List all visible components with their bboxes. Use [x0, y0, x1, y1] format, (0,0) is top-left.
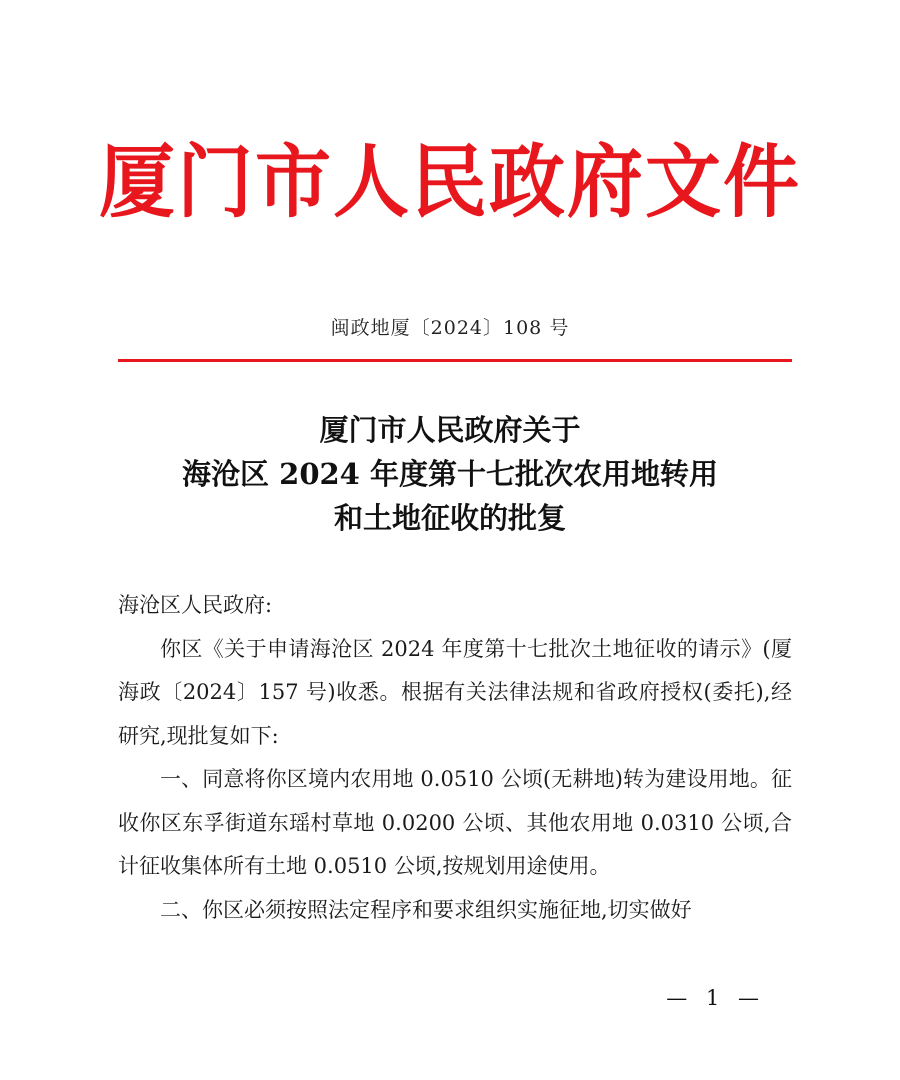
body-paragraph: 一、同意将你区境内农用地 0.0510 公顷(无耕地)转为建设用地。征收你区东孚街道东瑶村草地 0.0200 公顷、其他农用地 0.0310 公顷,合计征收集体所有土地 0.0510 公顷,按规划用途使用。: [118, 767, 792, 878]
salutation: 海沧区人民政府:: [118, 593, 273, 617]
document-number: 闽政地厦〔2024〕108 号: [330, 317, 570, 339]
document-masthead: 厦门市人民政府文件: [99, 134, 801, 229]
title-line-1: 厦门市人民政府关于: [319, 413, 581, 447]
page-number: — 1 —: [666, 986, 765, 1010]
title-line-2: 海沧区 2024 年度第十七批次农用地转用: [182, 457, 718, 491]
body-paragraph: 二、你区必须按照法定程序和要求组织实施征地,切实做好: [160, 897, 692, 922]
document-title: [0, 408, 900, 540]
document-body: [118, 584, 792, 932]
body-paragraph: 你区《关于申请海沧区 2024 年度第十七批次土地征收的请示》(厦海政〔2024〕157 号)收悉。根据有关法律法规和省政府授权(委托),经研究,现批复如下:: [118, 636, 793, 748]
title-line-3: 和土地征收的批复: [333, 501, 566, 535]
red-divider-line: [118, 359, 792, 362]
